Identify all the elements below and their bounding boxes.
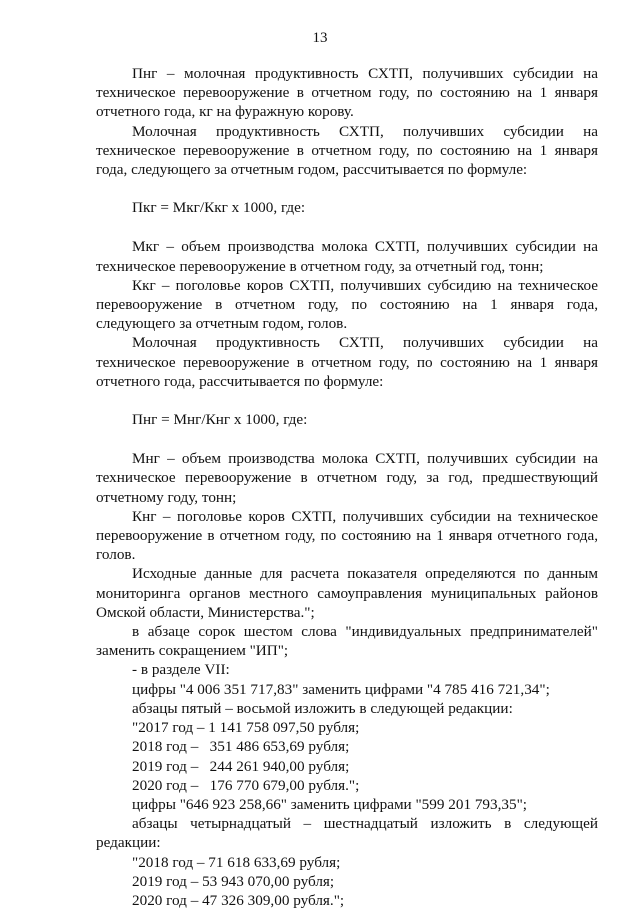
paragraph-kkg-definition: Ккг – поголовье коров СХТП, получивших субсидию на техническое перевооружение в отчетном году, по состоянию на 1 января года, следующего за отчетным годом, голов.: [96, 276, 598, 333]
paragraph-mkg-definition: Мкг – объем производства молока СХТП, получивших субсидии на техническое перевооружение в отчетном году, за отчетный год, тонн;: [96, 238, 598, 275]
paragraph-section-vii: - в разделе VII:: [132, 661, 230, 679]
paragraph-mng-definition: Мнг – объем производства молока СХТП, получивших субсидии на техническое перевооружение в отчетном году, за год, предшествующий отчетному году, тонн;: [96, 450, 598, 506]
list-item-2018: 2018 год – 351 486 653,69 рубля;: [132, 738, 350, 756]
formula-pkg: Пкг = Мкг/Ккг х 1000, где:: [132, 199, 306, 217]
list-item-2017: "2017 год – 1 141 758 097,50 рубля;: [132, 719, 360, 737]
document-body: [96, 64, 598, 910]
paragraph-productivity-reporting-year: Молочная продуктивность СХТП, получивших субсидии на техническое перевооружение в отчетном году, по состоянию на 1 января отчетного года, рассчитывается по формуле:: [96, 334, 598, 390]
list-item-2019-b: 2019 год – 53 943 070,00 рубля;: [132, 872, 335, 890]
paragraph-png-definition: Пнг – молочная продуктивность СХТП, получивших субсидии на техническое перевооружение в отчетном году, по состоянию на 1 января отчетного года, кг на фуражную корову.: [96, 65, 598, 121]
paragraph-replace-total: цифры "4 006 351 717,83" заменить цифрами "4 785 416 721,34";: [132, 680, 550, 698]
page-number: 13: [312, 30, 328, 46]
paragraph-source-data: Исходные данные для расчета показателя определяются по данным мониторинга органов местного самоуправления муниципальных районов Омской области, Министерства.";: [96, 565, 598, 621]
paragraph-kng-definition: Кнг – поголовье коров СХТП, получивших субсидии на техническое перевооружение в отчетном году, по состоянию на 1 января отчетного года, голов.: [96, 507, 598, 564]
paragraph-productivity-next-year: Молочная продуктивность СХТП, получивших субсидии на техническое перевооружение в отчетном году, по состоянию на 1 января года, следующего за отчетным годом, рассчитывается по формуле:: [96, 122, 598, 179]
list-item-2019: 2019 год – 244 261 940,00 рубля;: [132, 757, 350, 775]
paragraph-abzacy-14-16: абзацы четырнадцатый – шестнадцатый изложить в следующей редакции:: [96, 815, 598, 852]
paragraph-replace-figures: цифры "646 923 258,66" заменить цифрами "599 201 793,35";: [132, 795, 528, 813]
paragraph-abzac-46: в абзаце сорок шестом слова "индивидуальных предпринимателей" заменить сокращением "ИП";: [96, 623, 598, 660]
list-item-2020: 2020 год – 176 770 679,00 рубля.";: [132, 776, 360, 794]
paragraph-abzacy-5-8: абзацы пятый – восьмой изложить в следующей редакции:: [132, 699, 513, 717]
list-item-2020-b: 2020 год – 47 326 309,00 рубля.";: [132, 891, 345, 909]
formula-png: Пнг = Мнг/Кнг х 1000, где:: [132, 411, 308, 429]
list-item-2018-b: "2018 год – 71 618 633,69 рубля;: [132, 853, 341, 871]
